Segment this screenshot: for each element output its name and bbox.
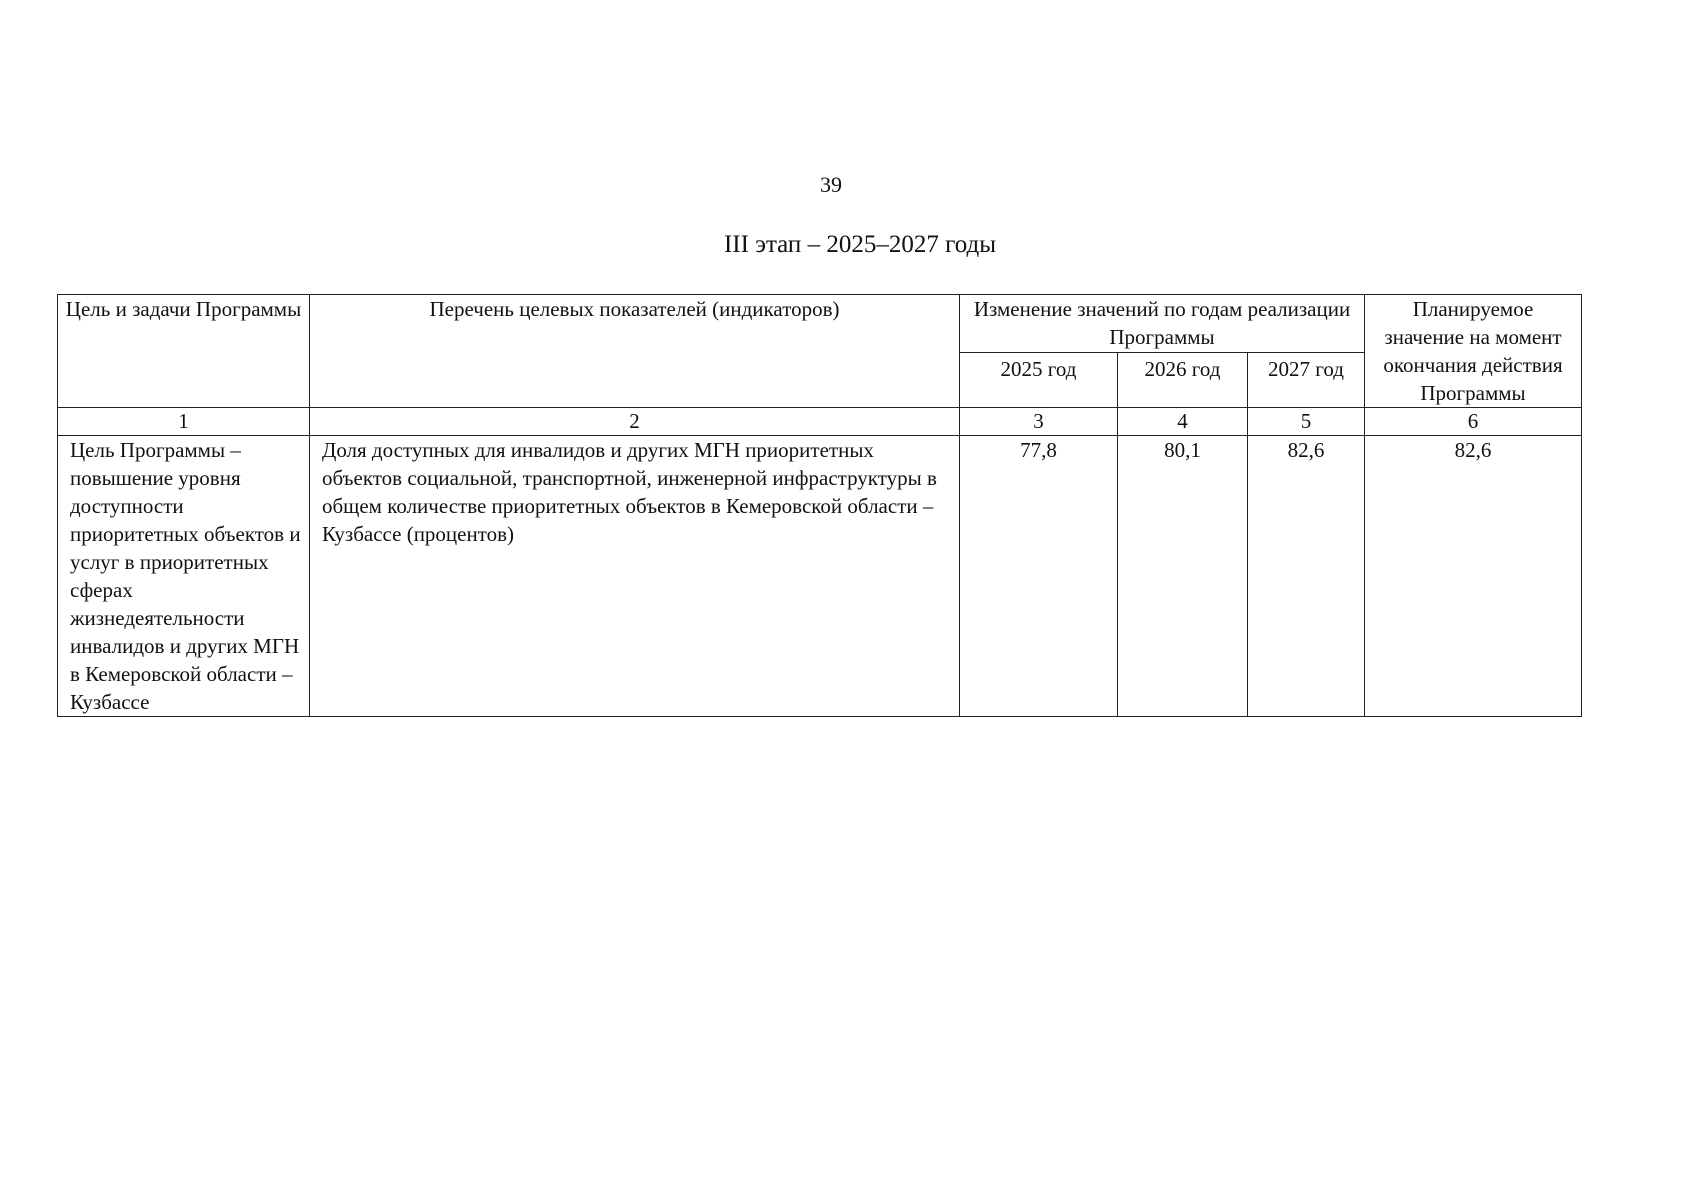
- header-year-2027: 2027 год: [1248, 353, 1365, 408]
- column-number-2: 2: [310, 408, 960, 436]
- section-title: III этап – 2025–2027 годы: [723, 231, 996, 258]
- header-changes: Изменение значений по годам реализации Программы: [960, 295, 1365, 353]
- column-numbers-row: [58, 408, 1582, 436]
- table-row: [58, 436, 1582, 717]
- column-number-4: 4: [1118, 408, 1248, 436]
- column-number-3: 3: [960, 408, 1118, 436]
- header-year-2025: 2025 год: [960, 353, 1118, 408]
- header-indicators: Перечень целевых показателей (индикаторов): [310, 295, 960, 408]
- page-number: 39: [820, 172, 842, 197]
- column-number-5: 5: [1248, 408, 1365, 436]
- column-number-1: 1: [58, 408, 310, 436]
- header-planned: Планируемое значение на момент окончания действия Программы: [1365, 295, 1582, 408]
- indicator-cell: Доля доступных для инвалидов и других МГН приоритетных объектов социальной, транспортной, инженерной инфраструктуры в общем количестве приоритетных объектов в Кемеровской области – Кузбассе (процентов): [310, 436, 960, 717]
- goal-cell: Цель Программы – повышение уровня доступности приоритетных объектов и услуг в приоритетных сферах жизнедеятельности инвалидов и других МГН в Кемеровской области – Кузбассе: [58, 436, 310, 717]
- value-2025: 77,8: [960, 436, 1118, 717]
- indicators-table: [57, 294, 1582, 717]
- table-header-row-1: [58, 295, 1582, 353]
- header-goal: Цель и задачи Программы: [58, 295, 310, 408]
- planned-value: 82,6: [1365, 436, 1582, 717]
- column-number-6: 6: [1365, 408, 1582, 436]
- value-2026: 80,1: [1118, 436, 1248, 717]
- value-2027: 82,6: [1248, 436, 1365, 717]
- header-year-2026: 2026 год: [1118, 353, 1248, 408]
